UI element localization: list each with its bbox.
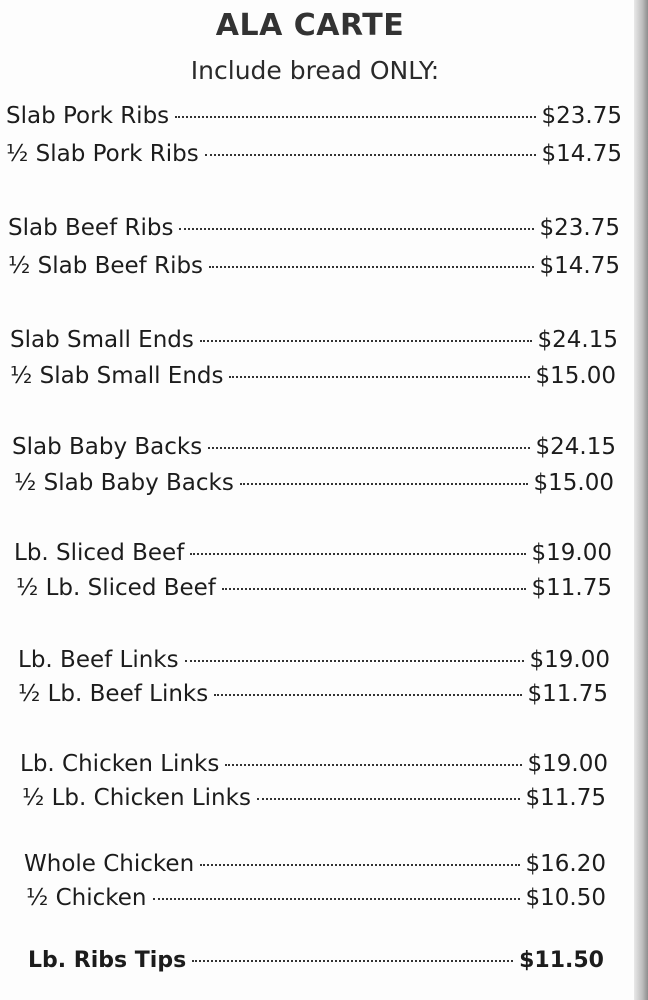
menu-item bbox=[14, 468, 614, 498]
item-name: Lb. Chicken Links bbox=[20, 751, 220, 777]
item-price: $15.00 bbox=[535, 363, 616, 389]
menu-item bbox=[26, 883, 606, 913]
item-price: $14.75 bbox=[541, 141, 622, 167]
item-name: Slab Pork Ribs bbox=[6, 103, 170, 129]
item-name: ½ Lb. Beef Links bbox=[18, 681, 209, 707]
menu-item bbox=[8, 251, 620, 281]
dot-leader bbox=[192, 960, 513, 962]
page-edge-shadow bbox=[634, 0, 648, 1000]
item-price: $23.75 bbox=[539, 215, 620, 241]
item-price: $11.75 bbox=[525, 785, 606, 811]
item-price: $24.15 bbox=[535, 434, 616, 460]
menu-subtitle: Include bread ONLY: bbox=[190, 56, 440, 85]
dot-leader bbox=[179, 228, 533, 230]
dot-leader bbox=[214, 694, 521, 696]
menu-item bbox=[14, 538, 612, 568]
menu-item bbox=[8, 213, 620, 243]
item-name: Whole Chicken bbox=[24, 851, 195, 877]
menu-title: ALA CARTE bbox=[215, 8, 405, 43]
dot-leader bbox=[205, 154, 536, 156]
dot-leader bbox=[153, 898, 520, 900]
menu-item bbox=[6, 139, 622, 169]
dot-leader bbox=[200, 864, 519, 866]
item-price: $16.20 bbox=[525, 851, 606, 877]
item-name: Slab Baby Backs bbox=[12, 434, 203, 460]
item-name: Lb. Ribs Tips bbox=[28, 948, 187, 973]
dot-leader bbox=[222, 588, 526, 590]
dot-leader bbox=[229, 376, 529, 378]
menu-item bbox=[18, 679, 608, 709]
menu-item bbox=[28, 946, 604, 976]
item-name: Lb. Sliced Beef bbox=[14, 540, 185, 566]
item-price: $19.00 bbox=[531, 540, 612, 566]
item-name: ½ Slab Beef Ribs bbox=[8, 253, 204, 279]
item-price: $11.75 bbox=[531, 575, 612, 601]
item-name: Slab Small Ends bbox=[10, 327, 194, 353]
item-name: ½ Lb. Chicken Links bbox=[22, 785, 251, 811]
item-name: Lb. Beef Links bbox=[18, 647, 179, 673]
menu-item bbox=[6, 101, 622, 131]
item-price: $19.00 bbox=[527, 751, 608, 777]
dot-leader bbox=[209, 266, 533, 268]
dot-leader bbox=[257, 798, 520, 800]
menu-item bbox=[12, 432, 616, 462]
item-name: Slab Beef Ribs bbox=[8, 215, 174, 241]
item-price: $11.50 bbox=[519, 948, 604, 973]
menu-item bbox=[18, 645, 610, 675]
item-name: ½ Slab Small Ends bbox=[10, 363, 224, 389]
menu-item bbox=[20, 749, 608, 779]
item-name: ½ Lb. Sliced Beef bbox=[16, 575, 216, 601]
item-name: ½ Slab Baby Backs bbox=[14, 470, 234, 496]
dot-leader bbox=[185, 660, 524, 662]
dot-leader bbox=[175, 116, 535, 118]
dot-leader bbox=[208, 447, 529, 449]
item-name: ½ Chicken bbox=[26, 885, 147, 911]
dot-leader bbox=[225, 764, 521, 766]
item-name: ½ Slab Pork Ribs bbox=[6, 141, 199, 167]
item-price: $11.75 bbox=[527, 681, 608, 707]
menu-item bbox=[16, 573, 612, 603]
item-price: $19.00 bbox=[529, 647, 610, 673]
dot-leader bbox=[240, 483, 528, 485]
item-price: $23.75 bbox=[541, 103, 622, 129]
item-price: $24.15 bbox=[537, 327, 618, 353]
menu-item bbox=[10, 325, 618, 355]
menu-item bbox=[24, 849, 606, 879]
dot-leader bbox=[190, 553, 525, 555]
item-price: $15.00 bbox=[533, 470, 614, 496]
menu-item bbox=[10, 361, 616, 391]
menu-item bbox=[22, 783, 606, 813]
item-price: $10.50 bbox=[525, 885, 606, 911]
item-price: $14.75 bbox=[539, 253, 620, 279]
dot-leader bbox=[200, 340, 532, 342]
